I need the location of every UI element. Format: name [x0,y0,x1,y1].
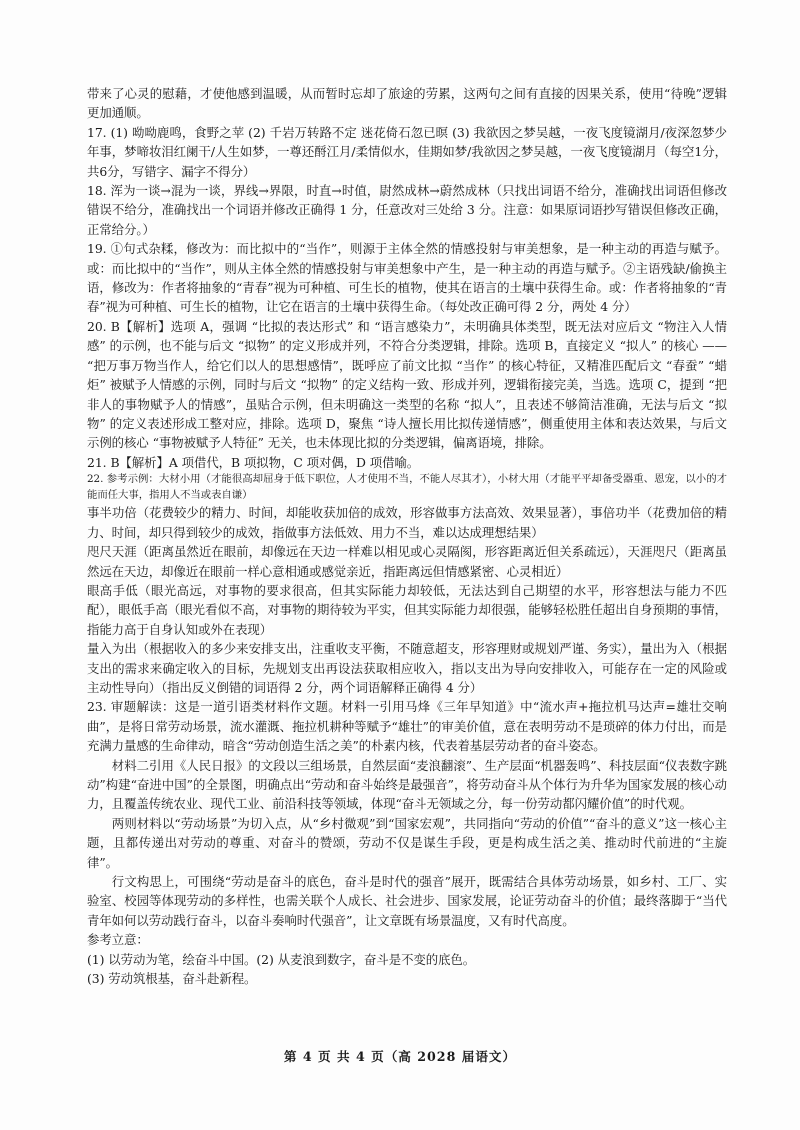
answer-21: 21. B【解析】A 项借代，B 项拟物，C 项对偶，D 项借喻。 [87,454,420,470]
answer-17: 17. (1) 呦呦鹿鸣，食野之苹 (2) 千岩万转路不定 迷花倚石忽已暝 (3) 我欲因之梦吴越，一夜飞度镜湖月/夜深忽梦少年事，梦啼妆泪红阑干/人生如梦，一尊还酹江月/柔情似水，佳期如梦/我欲因之梦吴越，一夜飞度镜湖月（每空1分，共6分，写错字、漏字不得分） [87,124,727,179]
page-footer: 第 4 页 共 4 页（高 2028 届语文） [283,1049,517,1064]
reference-theme-3: (3) 劳动筑根基，奋斗赴新程。 [87,971,257,987]
answer-22-pair-2: 事半功倍（花费较少的精力、时间，却能收获加倍的成效，形容做事方法高效、效果显著），事倍功半（花费加倍的精力、时间，却只得到较少的成效，指做事方法低效、用力不当，难以达成理想结果） [87,505,727,540]
answer-22-pair-3: 咫尺天涯（距离虽然近在眼前，却像远在天边一样难以相见或心灵隔阂，形容距离近但关系疏远），天涯咫尺（距离虽然远在天边，却像近在眼前一样心意相通或感觉亲近，指距离远但情感紧密、心灵相近） [87,544,727,579]
answer-23-structure: 行文构思上，可围绕“劳动是奋斗的底色，奋斗是时代的强音”展开，既需结合具体劳动场景，如乡村、工厂、实验室、校园等体现劳动的多样性，也需关联个人成长、社会进步、国家发展，论证劳动奋斗的价值；最终落脚于“当代青年如何以劳动践行奋斗，以奋斗奏响时代强音”，让文章既有场景温度，又有时代高度。 [87,874,727,928]
answer-18: 18. 浑为一谈→混为一谈，界线→界限，时直→时值，尉然成林→蔚然成林（只找出词语不给分，准确找出词语但修改错误不给分，准确找出一个词语并修改正确得 1 分，任意改对三处给 3 分。注意：如果原词语抄写错误但修改正确，正常给分。） [87,183,727,237]
answer-22-pair-4: 眼高手低（眼光高远，对事物的要求很高，但其实际能力却较低，无法达到自己期望的水平，形容想法与能力不匹配），眼低手高（眼光看似不高，对事物的期待较为平实，但其实际能力却很强，能够轻松胜任超出自身预期的事情，指能力高于自身认知或外在表现） [87,582,727,637]
answer-23-material-2: 材料二引用《人民日报》的文段以三组场景，自然层面“麦浪翻滚”、生产层面“机器轰鸣”、科技层面“仪表数字跳动”构建“奋进中国”的全景图，明确点出“劳动和奋斗始终是最强音”，将劳动奋斗从个体行为升华为国家发展的核心动力，且覆盖传统农业、现代工业、前沿科技等领域，体现“奋斗无领域之分，每一份劳动都闪耀价值”的时代观。 [87,757,727,812]
answer-content [87,84,727,988]
reference-theme-1-2: (1) 以劳动为笔，绘奋斗中国。(2) 从麦浪到数字，奋斗是不变的底色。 [87,951,476,967]
reference-theme-heading: 参考立意： [87,932,149,948]
answer-20: 20. B【解析】选项 A，强调 “比拟的表达形式” 和 “语言感染力”，未明确具体类型，既无法对应后文 “物注入人情感” 的示例，也不能与后文 “拟物” 的定义形成并列，不符合分类逻辑，排除。选项 B，直接定义 “拟人” 的核心 —— “把万事万物当作人，给它们以人的思想感情”，既呼应了前文比拟 “当作” 的核心特征，又精准匹配后文 “春蚕” “蜡炬” 被赋予人情感的示例，同时与后文 “拟物” 的定义结构一致、形成并列，逻辑衔接完美，当选。选项 C，提到 “把非人的事物赋予人的情感”，虽贴合示例，但未明确这一类型的名称 “拟人”，且表述不够简洁准确，无法与后文 “拟物” 的定义表述形成工整对应，排除。选项 D，聚焦 “诗人擅长用比拟传递情感”，侧重使用主体和表达效果，与后文示例的核心 “事物被赋予人特征” 无关，也未体现比拟的分类逻辑，偏离语境，排除。 [87,318,727,451]
answer-23-summary: 两则材料以“劳动场景”为切入点，从“乡村微观”到“国家宏观”，共同指向“劳动的价值”“奋斗的意义”这一核心主题，且都传递出对劳动的尊重、对奋斗的赞颂，劳动不仅是谋生手段，更是构成生活之美、推动时代前进的“主旋律”。 [87,815,727,870]
answer-23-intro: 23. 审题解读：这是一道引语类材料作文题。材料一引用马烽《三年早知道》中“流水声+拖拉机马达声=雄壮交响曲”，是将日常劳动场景，流水灌溉、拖拉机耕种等赋予“雄壮”的审美价值，意在表明劳动不是琐碎的体力付出，而是充满力量感的生命律动，暗含“劳动创造生活之美”的朴素内核，代表着基层劳动者的奋斗姿态。 [87,699,727,754]
answer-19: 19. ①句式杂糅，修改为：而比拟中的“当作”，则源于主体全然的情感投射与审美想象，是一种主动的再造与赋予。或：而比拟中的“当作”，则从主体全然的情感投射与审美想象中产生，是一种主动的再造与赋予。②主语残缺/偷换主语，修改为：作者将抽象的“青春”视为可种植、可生长的植物，使其在语言的土壤中获得生命。或：作者将抽象的“青春”视为可种植、可生长的植物，让它在语言的土壤中获得生命。（每处改正确可得 2 分，两处 4 分） [87,241,727,315]
answer-22-intro: 22. 参考示例：大材小用（才能很高却屈身于低下职位，人才使用不当，不能人尽其才），小材大用（才能平平却备受器重、恩宠，以小的才能而任大事，指用人不当或表自谦） [87,473,727,501]
answer-22-pair-5: 量入为出（根据收入的多少来安排支出，注重收支平衡，不随意超支，形容理财或规划严谨、务实），量出为入（根据支出的需求来确定收入的目标，先规划支出再设法获取相应收入，指以支出为导向安排收入，可能存在一定的风险或主动性导向）（指出反义倒错的词语得 2 分，两个词语解释正确得 4 分） [87,641,727,695]
paragraph-continuation: 带来了心灵的慰藉，才使他感到温暖，从而暂时忘却了旅途的劳累，这两句之间有直接的因果关系，使用“待晚”逻辑更加通顺。 [87,86,727,121]
